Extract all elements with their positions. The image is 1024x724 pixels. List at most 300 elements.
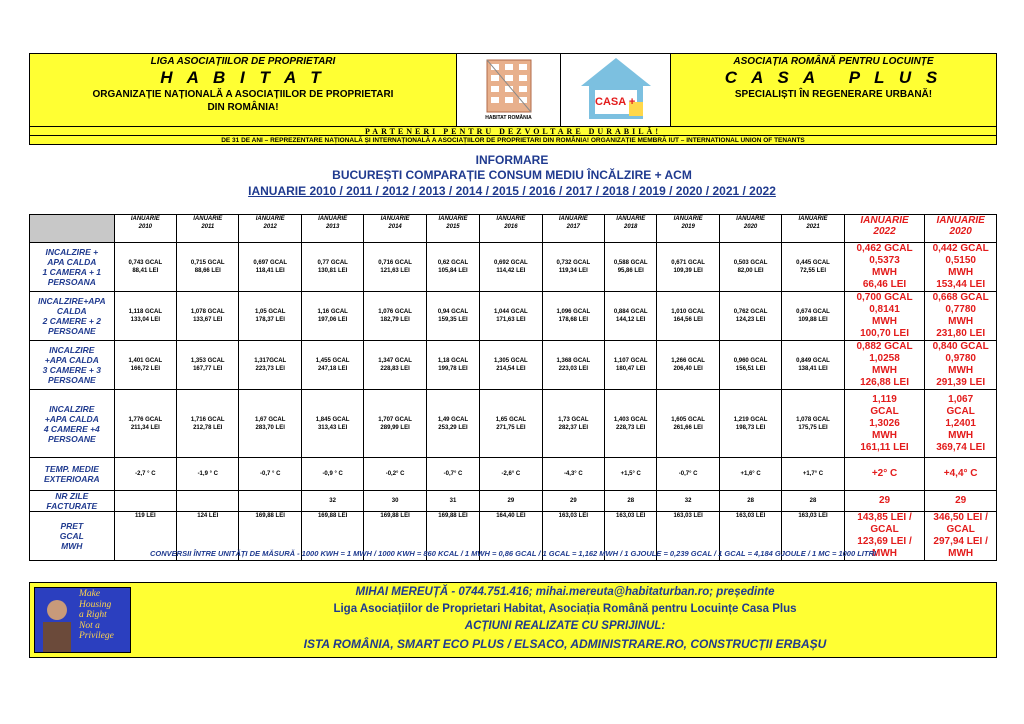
cell-value: 0,445 GCAL <box>796 260 830 266</box>
red-cell-value: 0,7780 <box>945 304 976 315</box>
row-label-line: PERSOANE <box>47 326 96 336</box>
table-row <box>30 491 997 512</box>
slogan-line: a Right <box>79 610 107 620</box>
cell-value: 1,368 GCAL <box>556 358 591 364</box>
cell-value: 182,79 LEI <box>380 317 410 323</box>
red-data-cell <box>925 243 997 292</box>
row-label-line: 4 CAMERE +4 <box>43 423 100 434</box>
red-data-cell <box>925 491 997 512</box>
cell-value: 1,455 GCAL <box>315 358 350 364</box>
cell-value: 283,70 LEI <box>255 424 285 431</box>
red-cell-value: GCAL <box>946 524 975 535</box>
cell-value: 118,41 LEI <box>255 268 285 274</box>
cell-value: 1,67 GCAL <box>255 416 286 423</box>
red-cell-value: 0,882 GCAL <box>856 341 913 352</box>
partners-line: PARTENERI PENTRU DEZVOLTARE DURABILĂ! <box>30 126 996 136</box>
row-label-line: PERSOANE <box>47 433 96 444</box>
cell-value: 169,88 LEI <box>255 513 285 519</box>
cell-value: 0,743 GCAL <box>128 260 163 266</box>
title-comparison: BUCUREȘTI COMPARAȚIE CONSUM MEDIU ÎNCĂLZIRE + ACM <box>332 168 692 182</box>
cell-value: 1,219 GCAL <box>733 416 768 423</box>
cell-value: 82,00 LEI <box>737 268 764 274</box>
cell-value: 223,73 LEI <box>255 366 285 372</box>
cell-value: 163,03 LEI <box>798 513 828 519</box>
casa-desc-line: SPECIALIȘTI ÎN REGENERARE URBANĂ! <box>734 89 933 100</box>
year-value: 2011 <box>201 224 215 230</box>
cell-value: 1,707 GCAL <box>378 416 412 423</box>
data-cell <box>605 491 657 512</box>
cell-value: 211,34 LEI <box>130 424 160 431</box>
cell-value: -1,9 ° C <box>197 471 218 477</box>
year-prefix: IANUARIE <box>496 216 526 222</box>
cell-value: 271,75 LEI <box>496 424 526 431</box>
cell-value: -4,3° C <box>563 471 583 477</box>
data-cell <box>114 292 176 341</box>
person-icon <box>35 588 79 653</box>
cell-value: 133,67 LEI <box>193 317 223 323</box>
cell-value: 167,77 LEI <box>193 366 223 372</box>
red-cell-value: 0,8141 <box>869 304 900 315</box>
year-header-cell <box>114 215 176 243</box>
row-label-line: NR ZILE <box>55 491 89 501</box>
year-header-cell <box>480 215 542 243</box>
cell-value: 261,66 LEI <box>673 424 703 431</box>
cell-value: 212,78 LEI <box>193 424 223 431</box>
red-data-cell <box>925 390 997 458</box>
row-label-line: INCALZIRE + <box>45 247 99 257</box>
cell-value: 1,18 GCAL <box>437 358 469 364</box>
red-cell-value: 1,0258 <box>869 353 900 364</box>
data-cell <box>177 341 239 390</box>
data-cell <box>480 243 542 292</box>
data-cell <box>657 243 719 292</box>
casa-association-line: ASOCIAȚIA ROMÂNĂ PENTRU LOCUINȚE <box>733 56 934 67</box>
red-cell-value: MWH <box>948 316 974 327</box>
red-data-cell <box>925 458 997 491</box>
cell-value: 0,62 GCAL <box>437 260 469 266</box>
row-label-line: APA CALDA <box>47 257 97 267</box>
year-prefix: IANUARIE <box>130 216 160 222</box>
row-label-line: 2 CAMERE + 2 <box>42 316 101 326</box>
year-prefix: IANUARIE <box>558 216 588 222</box>
red-cell-value: MWH <box>872 429 898 441</box>
data-cell <box>426 341 479 390</box>
cell-value: 199,78 LEI <box>438 366 468 372</box>
red-cell-value: 0,5150 <box>945 255 976 266</box>
red-cell-value: 0,442 GCAL <box>932 243 989 254</box>
data-cell <box>719 292 781 341</box>
row-label-line: +APA CALDA <box>44 413 99 424</box>
cell-value: 1,305 GCAL <box>494 358 528 364</box>
data-cell <box>239 390 301 458</box>
slogan-line: Housing <box>79 599 112 610</box>
cell-value: 0,849 GCAL <box>796 358 830 364</box>
year-header-cell <box>719 215 781 243</box>
data-cell <box>782 458 844 491</box>
red-cell-value: MWH <box>948 365 974 376</box>
data-cell <box>719 491 781 512</box>
cell-value: 171,63 LEI <box>496 317 526 323</box>
red-cell-value: 0,840 GCAL <box>932 341 989 352</box>
cell-value: 124,23 LEI <box>735 317 766 323</box>
cell-value: 1,65 GCAL <box>495 416 527 423</box>
cell-value: 0,732 GCAL <box>556 260 591 266</box>
table-row <box>30 341 997 390</box>
data-cell <box>426 243 479 292</box>
data-cell <box>426 292 479 341</box>
red-cell-value: MWH <box>872 548 898 559</box>
row-label-line: 1 CAMERA + 1 <box>42 267 102 277</box>
cell-value: 0,588 GCAL <box>613 260 648 266</box>
cell-value: -0,7° C <box>443 471 463 477</box>
cell-value: 138,41 LEI <box>798 366 828 372</box>
data-cell <box>782 491 844 512</box>
red-cell-value: 369,74 LEI <box>936 441 986 453</box>
cell-value: 164,40 LEI <box>496 513 526 519</box>
red-cell-value: 1,2401 <box>945 417 976 429</box>
consumption-table <box>29 214 997 561</box>
red-cell-value: +2° C <box>871 468 898 479</box>
red-cell-value: 66,46 LEI <box>862 279 907 290</box>
red-cell-value: 346,50 LEI / <box>933 512 988 523</box>
data-cell <box>239 458 301 491</box>
cell-value: 1,266 GCAL <box>671 358 705 364</box>
cell-value: 72,55 LEI <box>800 268 827 274</box>
data-cell <box>480 390 542 458</box>
red-cell-value: 0,700 GCAL <box>856 292 913 303</box>
data-cell <box>239 341 301 390</box>
cell-value: 31 <box>449 498 457 504</box>
cell-value: 0,77 GCAL <box>317 260 348 266</box>
year-value: 2016 <box>504 224 518 230</box>
cell-value: 247,18 LEI <box>317 366 348 372</box>
row-label-line: PERSOANA <box>47 277 96 287</box>
slogan-line: Privilege <box>79 631 114 641</box>
year-value: 2021 <box>806 224 820 230</box>
row-label <box>30 390 115 458</box>
cell-value: +1,6° C <box>740 471 761 477</box>
data-cell <box>239 243 301 292</box>
year-header-cell <box>782 215 844 243</box>
cell-value: 1,73 GCAL <box>558 416 589 423</box>
data-cell <box>301 292 363 341</box>
data-cell <box>177 491 239 512</box>
data-cell <box>719 458 781 491</box>
header-right <box>671 54 996 126</box>
red-cell-value: MWH <box>948 548 974 559</box>
year-prefix: IANUARIE <box>380 216 410 222</box>
year-value: 2014 <box>388 224 402 230</box>
red-cell-value: MWH <box>948 267 974 278</box>
year-header-cell <box>301 215 363 243</box>
data-cell <box>657 341 719 390</box>
year-value: 2010 <box>138 224 152 230</box>
row-label-line: INCALZIRE+APA <box>37 296 106 306</box>
red-cell-value: 143,85 LEI / <box>857 512 912 523</box>
year-value: 2017 <box>566 224 580 230</box>
red-year-value: 2022 <box>873 226 896 237</box>
cell-value: 88,66 LEI <box>194 268 221 274</box>
data-cell <box>426 390 479 458</box>
cell-value: 0,674 GCAL <box>796 309 830 315</box>
cell-value: 1,010 GCAL <box>671 309 705 315</box>
cell-value: 175,75 LEI <box>798 424 828 431</box>
slogan-line: Not a <box>79 620 100 631</box>
data-cell <box>177 458 239 491</box>
title-years: IANUARIE 2010 / 2011 / 2012 / 2013 / 2014 / 2015 / 2016 / 2017 / 2018 / 2019 / 2020 / 2021 / 2022 <box>248 184 776 198</box>
data-cell <box>657 390 719 458</box>
data-cell <box>542 292 604 341</box>
cell-value: 228,83 LEI <box>380 366 410 372</box>
red-cell-value: MWH <box>872 267 898 278</box>
data-cell <box>605 390 657 458</box>
data-cell <box>542 491 604 512</box>
cell-value: 1,403 GCAL <box>613 416 648 423</box>
slogan-line: Make <box>79 589 101 599</box>
cell-value: 130,81 LEI <box>317 268 348 274</box>
red-cell-value: 1,067 <box>948 393 974 405</box>
cell-value: 0,697 GCAL <box>253 260 288 266</box>
cell-value: 164,56 LEI <box>673 317 703 323</box>
house-icon <box>561 54 671 126</box>
table-header-row <box>30 215 997 243</box>
year-header-cell <box>239 215 301 243</box>
data-cell <box>605 458 657 491</box>
unit-conversions: CONVERSII ÎNTRE UNITĂȚI DE MĂSURĂ - 1000 KWH = 1 MWH / 1000 KWH = 860 KCAL / 1 MWH = 0,86 GCAL / 1 GCAL = 1,162 MWH / 1 GJOULE = 0,239 GCAL / 1 GCAL = 4,184 GJOULE / 1 MC = 1000 LITRI <box>150 549 876 558</box>
cell-value: 1,49 GCAL <box>437 416 469 423</box>
cell-value: 119,34 LEI <box>558 268 588 274</box>
year-prefix: IANUARIE <box>798 216 828 222</box>
cell-value: 163,03 LEI <box>673 513 703 519</box>
sponsors-line: ISTA ROMÂNIA, SMART ECO PLUS / ELSACO, ADMINISTRARE.RO, CONSTRUCȚII ERBAȘU <box>303 637 827 651</box>
year-header-cell <box>177 215 239 243</box>
row-label-line: MWH <box>61 541 83 551</box>
president-photo <box>34 587 131 653</box>
data-cell <box>782 341 844 390</box>
year-value: 2013 <box>325 224 340 230</box>
red-cell-value: +4,4° C <box>943 468 978 479</box>
red-cell-value: 231,80 LEI <box>936 328 986 339</box>
red-cell-value: GCAL <box>946 405 975 417</box>
year-prefix: IANUARIE <box>438 216 468 222</box>
cell-value: 1,078 GCAL <box>190 309 225 315</box>
red-data-cell <box>844 458 925 491</box>
cell-value: 1,05 GCAL <box>255 309 286 315</box>
red-data-cell <box>844 243 925 292</box>
cell-value: 32 <box>329 498 336 504</box>
year-prefix: IANUARIE <box>318 216 348 222</box>
red-cell-value: 0,668 GCAL <box>932 292 989 303</box>
cell-value: 0,715 GCAL <box>190 260 225 266</box>
table-row <box>30 458 997 491</box>
cell-value: 1,353 GCAL <box>190 358 225 364</box>
red-data-cell <box>844 491 925 512</box>
cell-value: 119 LEI <box>134 513 156 519</box>
habitat-desc-line2: DIN ROMÂNIA! <box>207 102 279 113</box>
red-cell-value: 153,44 LEI <box>936 279 986 290</box>
data-cell <box>301 341 363 390</box>
year-prefix: IANUARIE <box>193 216 223 222</box>
cell-value: 114,42 LEI <box>496 268 526 274</box>
cell-value: 159,35 LEI <box>438 317 468 323</box>
year-value: 2019 <box>681 224 695 230</box>
data-cell <box>605 292 657 341</box>
data-cell <box>426 458 479 491</box>
data-cell <box>364 390 426 458</box>
cell-value: 0,503 GCAL <box>733 260 768 266</box>
data-cell <box>719 341 781 390</box>
casa-plus-name: C A S A P L U S <box>724 68 943 87</box>
data-cell <box>364 491 426 512</box>
cell-value: 0,671 GCAL <box>671 260 705 266</box>
row-label <box>30 341 115 390</box>
cell-value: 1,044 GCAL <box>494 309 528 315</box>
cell-value: 28 <box>809 498 817 504</box>
support-heading: ACȚIUNI REALIZATE CU SPRIJINUL: <box>464 620 666 632</box>
title-informare: INFORMARE <box>475 153 549 167</box>
cell-value: 178,37 LEI <box>255 317 285 323</box>
casa-plus-logo <box>561 54 671 126</box>
footer-banner <box>29 582 997 658</box>
row-label <box>30 458 115 491</box>
cell-value: 0,94 GCAL <box>437 309 469 315</box>
cell-value: -2,7 ° C <box>135 471 156 477</box>
cell-value: 1,347 GCAL <box>378 358 412 364</box>
cell-value: 166,72 LEI <box>130 366 160 372</box>
year-prefix: IANUARIE <box>255 216 285 222</box>
habitat-logo-text: HABITAT ROMÂNIA <box>485 115 532 121</box>
year-value: 2012 <box>263 224 277 230</box>
cell-value: 1,078 GCAL <box>796 416 830 423</box>
cell-value: 228,73 LEI <box>616 424 646 431</box>
data-cell <box>114 341 176 390</box>
red-data-cell <box>925 292 997 341</box>
cell-value: 0,716 GCAL <box>378 260 412 266</box>
cell-value: 198,73 LEI <box>735 424 766 431</box>
red-cell-value: 29 <box>955 495 967 506</box>
year-prefix: IANUARIE <box>673 216 703 222</box>
organizations-line: Liga Asociațiilor de Proprietari Habitat, Asociația Română pentru Locuințe Casa Plus <box>333 603 797 615</box>
cell-value: 109,39 LEI <box>673 268 703 274</box>
cell-value: 180,47 LEI <box>616 366 646 372</box>
cell-value: -0,7° C <box>678 471 698 477</box>
habitat-league-line: LIGA ASOCIAȚIILOR DE PROPRIETARI <box>150 56 336 67</box>
cell-value: 88,41 LEI <box>132 268 159 274</box>
cell-value: -2,6° C <box>501 471 521 477</box>
cell-value: 29 <box>507 498 515 504</box>
cell-value: 1,076 GCAL <box>378 309 412 315</box>
year-header-cell <box>364 215 426 243</box>
cell-value: 1,845 GCAL <box>315 416 350 423</box>
red-cell-value: 0,462 GCAL <box>856 243 913 254</box>
cell-value: 1,401 GCAL <box>128 358 163 364</box>
data-cell <box>301 243 363 292</box>
cell-value: 163,03 LEI <box>558 513 588 519</box>
red-year-header-cell <box>844 215 925 243</box>
red-year-prefix: IANUARIE <box>860 215 909 226</box>
red-cell-value: 0,5373 <box>869 255 900 266</box>
table-row <box>30 243 997 292</box>
casa-plus-logo-text: CASA + <box>595 96 636 108</box>
red-year-header-cell <box>925 215 997 243</box>
red-cell-value: GCAL <box>870 524 899 535</box>
data-cell <box>480 292 542 341</box>
row-label-line: INCALZIRE <box>49 345 95 355</box>
data-cell <box>542 458 604 491</box>
row-label-line: +APA CALDA <box>44 355 99 365</box>
cell-value: 1,776 GCAL <box>128 416 163 423</box>
data-cell <box>782 390 844 458</box>
cell-value: 223,03 LEI <box>558 366 588 372</box>
cell-value: 30 <box>391 498 399 504</box>
red-data-cell <box>844 390 925 458</box>
year-value: 2015 <box>446 224 460 230</box>
cell-value: 124 LEI <box>197 513 219 519</box>
cell-value: -0,7 ° C <box>260 471 281 477</box>
row-label-line: EXTERIOARA <box>43 474 100 484</box>
cell-value: 169,88 LEI <box>317 513 348 519</box>
cell-value: 169,88 LEI <box>438 513 468 519</box>
year-header-cell <box>426 215 479 243</box>
red-cell-value: 297,94 LEI / <box>933 536 988 547</box>
cell-value: 133,04 LEI <box>130 317 160 323</box>
year-header-cell <box>542 215 604 243</box>
year-prefix: IANUARIE <box>736 216 766 222</box>
cell-value: 206,40 LEI <box>673 366 703 372</box>
red-cell-value: 161,11 LEI <box>860 441 909 453</box>
data-cell <box>719 243 781 292</box>
row-label-line: CALDA <box>56 306 87 316</box>
data-cell <box>657 458 719 491</box>
data-cell <box>301 458 363 491</box>
cell-value: -0,9 ° C <box>322 471 343 477</box>
corner-cell <box>30 215 115 243</box>
red-year-value: 2020 <box>949 226 972 237</box>
cell-value: 1,096 GCAL <box>556 309 591 315</box>
cell-value: +1,5° C <box>620 471 641 477</box>
row-label-line: PERSOANE <box>47 375 96 385</box>
year-value: 2020 <box>743 224 758 230</box>
cell-value: 282,37 LEI <box>558 424 588 431</box>
red-cell-value: 126,88 LEI <box>860 377 909 388</box>
cell-value: +1,7° C <box>802 471 824 477</box>
slogan-text <box>79 589 131 642</box>
cell-value: 28 <box>627 498 635 504</box>
data-cell <box>177 292 239 341</box>
data-cell <box>542 390 604 458</box>
row-label-line: GCAL <box>59 531 84 541</box>
data-cell <box>657 491 719 512</box>
cell-value: 0,692 GCAL <box>494 260 528 266</box>
cell-value: 313,43 LEI <box>317 424 348 431</box>
red-cell-value: MWH <box>872 316 898 327</box>
table-row <box>30 292 997 341</box>
cell-value: 163,03 LEI <box>616 513 646 519</box>
red-data-cell <box>844 292 925 341</box>
data-cell <box>301 491 363 512</box>
row-label-line: PRET <box>60 521 84 531</box>
cell-value: 163,03 LEI <box>735 513 766 519</box>
red-year-prefix: IANUARIE <box>936 215 985 226</box>
cell-value: 121,63 LEI <box>380 268 410 274</box>
data-cell <box>239 491 301 512</box>
data-cell <box>782 243 844 292</box>
cell-value: 1,605 GCAL <box>671 416 705 423</box>
data-cell <box>542 341 604 390</box>
year-value: 2018 <box>624 224 638 230</box>
data-cell <box>605 341 657 390</box>
habitat-logo <box>456 54 561 126</box>
